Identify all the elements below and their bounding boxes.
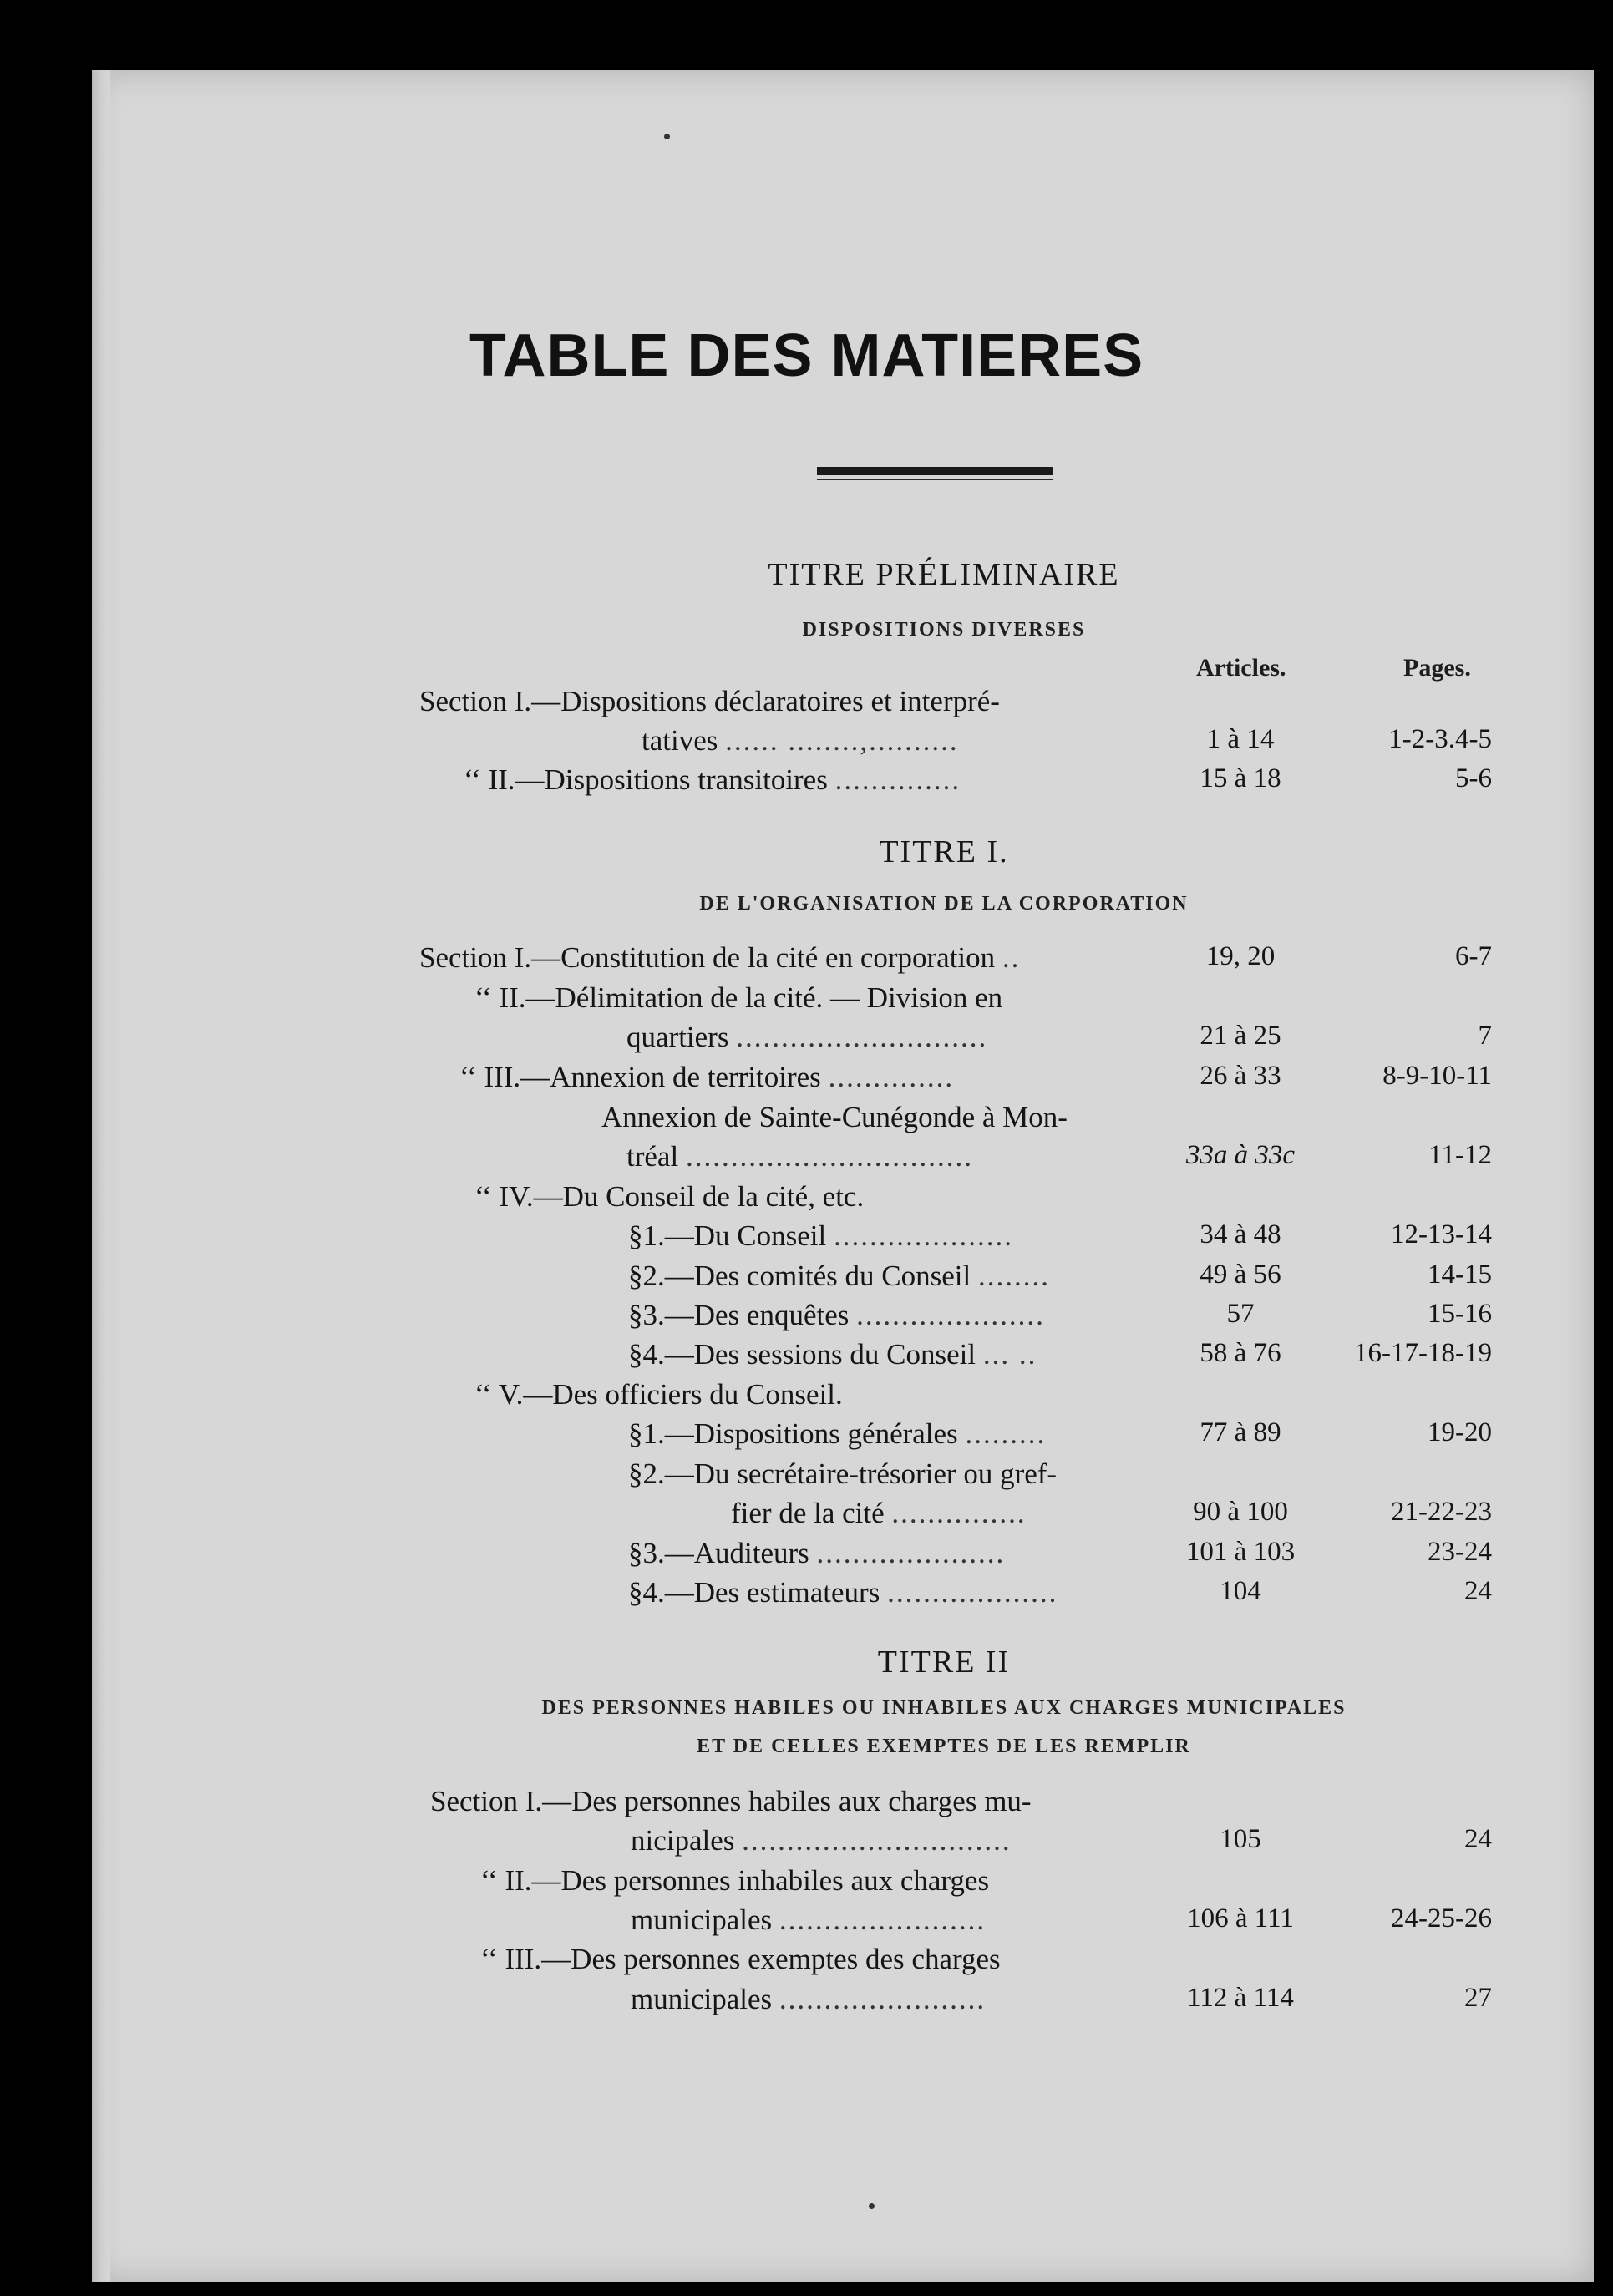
dot-leader: ......... (965, 1417, 1047, 1450)
articles-value: 101 à 103 (1185, 1537, 1296, 1567)
toc-entry (642, 724, 959, 758)
toc-entry (628, 1338, 1037, 1371)
dot-leader: ...... ........,.......... (725, 724, 959, 757)
toc-entry-label: ‘‘ IV.—Du Conseil de la cité, etc. (474, 1180, 865, 1213)
toc-entry-label: municipales (631, 1983, 773, 2015)
dot-leader: ................................ (685, 1140, 973, 1173)
toc-entry-label: §4.—Des estimateurs (628, 1576, 880, 1609)
toc-entry-label: tréal (626, 1140, 679, 1173)
articles-value: 33a à 33c (1185, 1140, 1296, 1170)
toc-entry-label: §1.—Du Conseil (628, 1219, 827, 1252)
dot-leader: ....................... (779, 1983, 987, 2015)
articles-column-header: Articles. (1196, 654, 1286, 682)
dot-leader: .............................. (742, 1824, 1012, 1857)
pages-value: 15-16 (1428, 1299, 1492, 1329)
toc-entry (474, 981, 1002, 1015)
toc-entry (628, 1299, 1045, 1332)
titre-1-heading: TITRE I. (879, 834, 1009, 869)
articles-value: 58 à 76 (1200, 1338, 1281, 1368)
dot-leader: ............... (891, 1497, 1027, 1529)
toc-entry (731, 1497, 1027, 1530)
toc-entry-label: nicipales (631, 1824, 735, 1857)
titre-1-subheading: DE L'ORGANISATION DE LA CORPORATION (699, 893, 1189, 915)
pages-value: 19-20 (1428, 1417, 1492, 1447)
toc-entry (628, 1537, 1005, 1570)
toc-entry (628, 1576, 1058, 1609)
pages-value: 24-25-26 (1391, 1903, 1492, 1934)
articles-value: 77 à 89 (1200, 1417, 1281, 1447)
toc-entry-label: Annexion de Sainte-Cunégonde à Mon- (601, 1101, 1068, 1133)
pages-value: 6-7 (1455, 941, 1492, 971)
page-binding-edge (92, 70, 110, 2282)
toc-entry-label: fier de la cité (731, 1497, 885, 1529)
toc-entry (631, 1983, 986, 2016)
articles-value: 112 à 114 (1187, 1983, 1294, 2013)
toc-entry-label: §3.—Auditeurs (628, 1537, 809, 1569)
ink-speck (869, 2203, 875, 2209)
titre-2-subheading-line1: DES PERSONNES HABILES OU INHABILES AUX CHARGES MUNICIPALES (541, 1697, 1347, 1719)
titre-preliminaire-heading: TITRE PRÉLIMINAIRE (768, 557, 1120, 592)
toc-entry-label: quartiers (626, 1021, 729, 1053)
dot-leader: .................... (833, 1219, 1013, 1252)
page-title: TABLE DES MATIERES (469, 322, 1144, 389)
dot-leader: .............. (834, 763, 961, 796)
toc-entry (419, 941, 1020, 975)
toc-entry (480, 1864, 989, 1898)
pages-value: 11-12 (1428, 1140, 1492, 1170)
toc-entry-label: municipales (631, 1903, 773, 1936)
toc-entry-label: §2.—Des comités du Conseil (628, 1260, 971, 1292)
toc-entry-label: §4.—Des sessions du Conseil (628, 1338, 976, 1371)
toc-entry (419, 685, 1000, 718)
dot-leader: ................... (887, 1576, 1058, 1609)
dot-leader: ........ (978, 1260, 1050, 1292)
articles-value: 15 à 18 (1200, 763, 1281, 793)
dot-leader: ..................... (856, 1299, 1045, 1331)
dot-leader: ..................... (816, 1537, 1006, 1569)
toc-entry (459, 1061, 954, 1094)
pages-value: 27 (1464, 1983, 1492, 2013)
toc-entry-label: ‘‘ II.—Dispositions transitoires (464, 763, 828, 796)
toc-entry (430, 1785, 1032, 1818)
articles-value: 26 à 33 (1200, 1061, 1281, 1091)
title-rule (817, 467, 1053, 475)
articles-value: 104 (1220, 1576, 1261, 1606)
toc-entry-label: §2.—Du secrétaire-trésorier ou gref- (628, 1457, 1058, 1490)
dot-leader: ....................... (779, 1903, 987, 1936)
toc-entry-label: Section I.—Constitution de la cité en corporation (419, 941, 996, 974)
articles-value: 1 à 14 (1206, 724, 1275, 754)
toc-entry-label: §3.—Des enquêtes (628, 1299, 850, 1331)
toc-entry (626, 1140, 973, 1173)
toc-entry-label: ‘‘ III.—Des personnes exemptes des charges (480, 1943, 1001, 1975)
pages-column-header: Pages. (1403, 654, 1471, 682)
toc-entry-label: Section I.—Dispositions déclaratoires et interpré- (419, 685, 1000, 717)
toc-entry-label: Section I.—Des personnes habiles aux charges mu- (430, 1785, 1032, 1817)
dot-leader: ... .. (982, 1338, 1037, 1371)
pages-value: 8-9-10-11 (1382, 1061, 1492, 1091)
pages-value: 23-24 (1428, 1537, 1492, 1567)
dot-leader: .............. (828, 1061, 955, 1093)
toc-entry-label: tatives (642, 724, 718, 757)
pages-value: 7 (1478, 1021, 1492, 1051)
toc-entry-label: ‘‘ II.—Des personnes inhabiles aux charges (480, 1864, 990, 1897)
dot-leader: ............................ (736, 1021, 988, 1053)
toc-entry-label: ‘‘ V.—Des officiers du Conseil. (474, 1378, 843, 1411)
articles-value: 49 à 56 (1200, 1260, 1281, 1290)
titre-2-subheading-line2: ET DE CELLES EXEMPTES DE LES REMPLIR (697, 1736, 1191, 1757)
articles-value: 90 à 100 (1193, 1497, 1288, 1527)
toc-entry-label: ‘‘ II.—Délimitation de la cité. — Division en (474, 981, 1003, 1014)
toc-entry-label: ‘‘ III.—Annexion de territoires (459, 1061, 821, 1093)
toc-entry (474, 1378, 843, 1412)
articles-value: 19, 20 (1205, 941, 1276, 971)
pages-value: 5-6 (1455, 763, 1492, 793)
toc-entry (626, 1021, 987, 1054)
pages-value: 21-22-23 (1391, 1497, 1492, 1527)
toc-entry (628, 1219, 1013, 1253)
pages-value: 16-17-18-19 (1354, 1338, 1492, 1368)
ink-speck (664, 134, 670, 139)
toc-entry (631, 1824, 1012, 1858)
articles-value: 34 à 48 (1200, 1219, 1281, 1249)
dot-leader: .. (1002, 941, 1021, 974)
articles-value: 21 à 25 (1200, 1021, 1281, 1051)
articles-value: 106 à 111 (1187, 1903, 1294, 1934)
toc-entry (464, 763, 961, 797)
toc-entry (631, 1903, 986, 1937)
titre-preliminaire-subheading: DISPOSITIONS DIVERSES (802, 619, 1086, 641)
pages-value: 14-15 (1428, 1260, 1492, 1290)
titre-2-heading: TITRE II (877, 1645, 1011, 1680)
pages-value: 24 (1464, 1824, 1492, 1854)
articles-value: 105 (1220, 1824, 1261, 1854)
toc-entry (474, 1180, 864, 1214)
pages-value: 24 (1464, 1576, 1492, 1606)
toc-entry (628, 1417, 1046, 1451)
pages-value: 1-2-3.4-5 (1388, 724, 1492, 754)
toc-entry (601, 1101, 1068, 1134)
toc-entry-label: §1.—Dispositions générales (628, 1417, 958, 1450)
toc-entry (628, 1260, 1050, 1293)
pages-value: 12-13-14 (1391, 1219, 1492, 1249)
articles-value: 57 (1226, 1299, 1255, 1329)
toc-entry (480, 1943, 1001, 1976)
toc-entry (628, 1457, 1057, 1491)
